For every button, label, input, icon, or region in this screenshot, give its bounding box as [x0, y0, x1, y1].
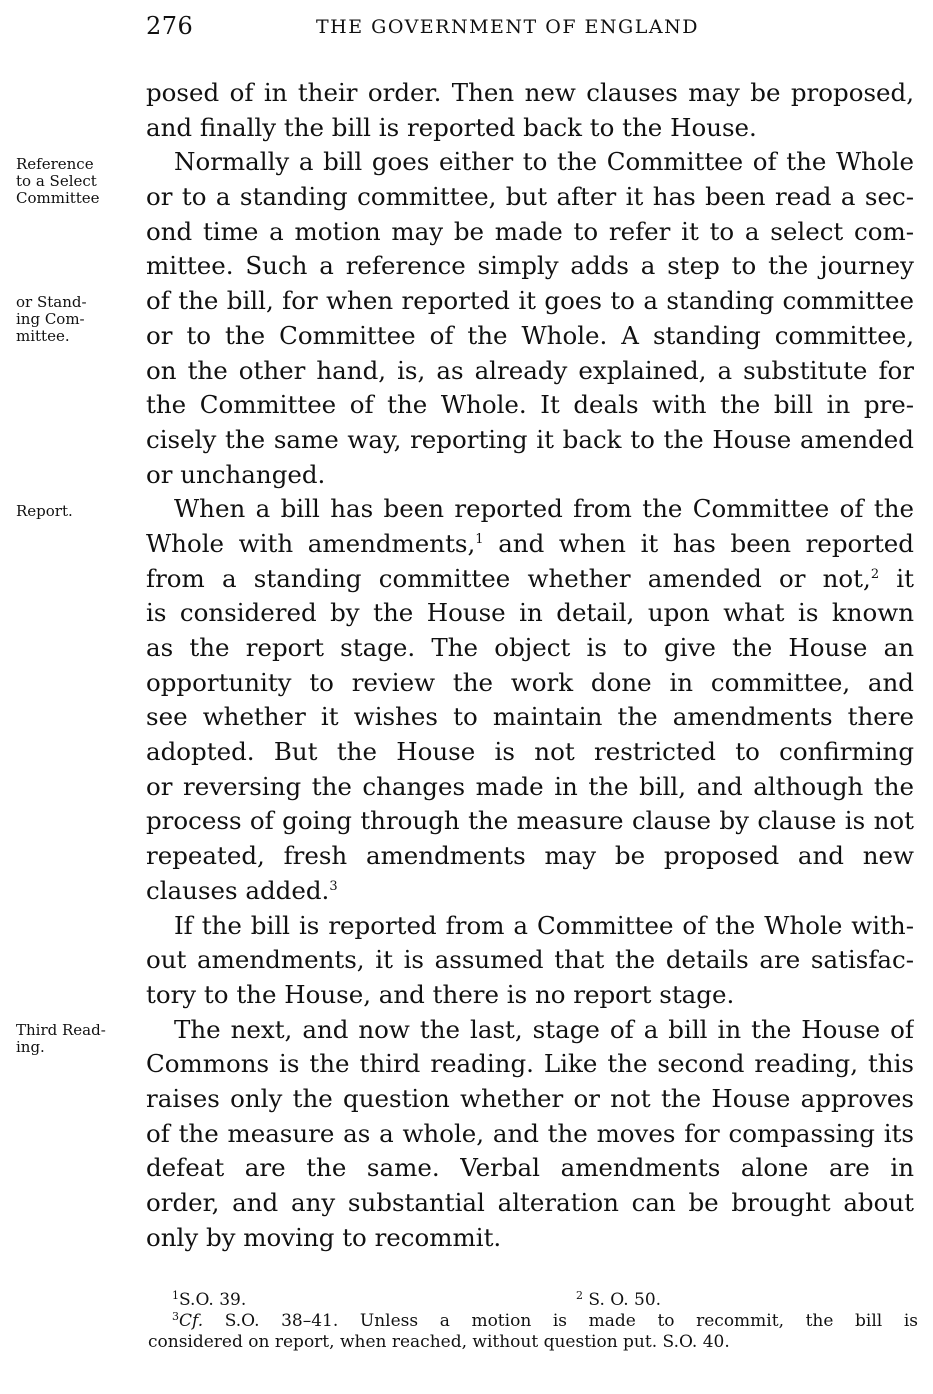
text-line: adopted. But the House is not restricted to confirming	[146, 737, 914, 767]
page-number: 276	[146, 12, 194, 40]
text-line: When a bill has been reported from the Committee of the	[174, 494, 914, 524]
text-line: posed of in their order. Then new clauses may be proposed,	[146, 78, 914, 107]
margin-note-third-reading: Third Read- ing.	[16, 1021, 106, 1056]
text-line: of the measure as a whole, and the moves for compassing its	[146, 1118, 914, 1148]
footnote-1: $^1$S.O. 39.	[172, 1289, 247, 1310]
running-head: THE GOVERNMENT OF ENGLAND	[316, 16, 699, 38]
text-line: If the bill is reported from a Committee of the Whole with-	[174, 910, 914, 940]
text-line: Commons is the third reading. Like the second reading, this	[146, 1049, 914, 1079]
footnote-row	[148, 1290, 918, 1311]
text-line: Whole with amendments,$^1$ and when it has been reported	[146, 528, 914, 558]
text-line: order, and any substantial alteration can be brought about	[146, 1188, 914, 1217]
text-line: of the bill, for when reported it goes to a standing committee	[146, 286, 914, 316]
text-line: or reversing the changes made in the bill, and although the	[146, 771, 914, 801]
text-line: see whether it wishes to maintain the amendments there	[146, 702, 914, 732]
footnote-3-continued: considered on report, when reached, without question put. S.O. 40.	[148, 1332, 730, 1352]
text-line: tory to the House, and there is no report stage.	[146, 979, 735, 1009]
text-line: or unchanged.	[146, 459, 326, 489]
footnote-ref-3: 3	[329, 878, 338, 894]
page-header	[146, 12, 916, 46]
text-line: ond time a motion may be made to refer it to a select com-	[146, 216, 914, 246]
margin-note-standing-committee: or Stand- ing Com- mittee.	[16, 293, 87, 345]
footnote-ref-1: 1	[475, 531, 484, 547]
text-line: on the other hand, is, as already explained, a substitute for	[146, 355, 914, 385]
text-line: from a standing committee whether amended or not,$^2$ it	[146, 563, 914, 593]
text-line: raises only the question whether or not the House approves	[146, 1083, 914, 1113]
footnote-ref-2: 2	[870, 566, 880, 582]
text-line: is considered by the House in detail, upon what is known	[146, 598, 914, 628]
text-line: defeat are the same. Verbal amendments alone are in	[146, 1153, 914, 1183]
text-line: mittee. Such a reference simply adds a step to the journey	[146, 251, 914, 281]
text-line: or to a standing committee, but after it has been read a sec-	[146, 182, 914, 212]
footnotes	[148, 1290, 918, 1353]
text-line: cisely the same way, reporting it back to the House amended	[146, 424, 914, 454]
body-text	[146, 76, 914, 1255]
text-line: only by moving to recommit.	[146, 1222, 502, 1252]
text-line: as the report stage. The object is to give the House an	[146, 633, 914, 662]
footnote-3: $^3$Cf. S.O. 38–41. Unless a motion is made to recommit, the bill is	[172, 1310, 918, 1331]
text-line: or to the Committee of the Whole. A standing committee,	[146, 320, 914, 350]
text-line: The next, and now the last, stage of a bill in the House of	[174, 1014, 914, 1044]
text-line: opportunity to review the work done in committee, and	[146, 667, 914, 697]
margin-note-reference-select: Reference to a Select Committee	[16, 155, 100, 207]
footnote-2: $^2$ S. O. 50.	[576, 1289, 662, 1310]
text-line: process of going through the measure clause by clause is not	[146, 806, 914, 836]
text-line: the Committee of the Whole. It deals with the bill in pre-	[146, 390, 914, 420]
text-line: Normally a bill goes either to the Committee of the Whole	[174, 147, 914, 177]
text-line: and finally the bill is reported back to the House.	[146, 112, 757, 142]
margin-note-report: Report.	[16, 502, 73, 520]
text-line: clauses added.$^3$	[146, 875, 338, 905]
text-line: out amendments, it is assumed that the details are satisfac-	[146, 945, 914, 975]
text-line: repeated, fresh amendments may be proposed and new	[146, 841, 914, 871]
